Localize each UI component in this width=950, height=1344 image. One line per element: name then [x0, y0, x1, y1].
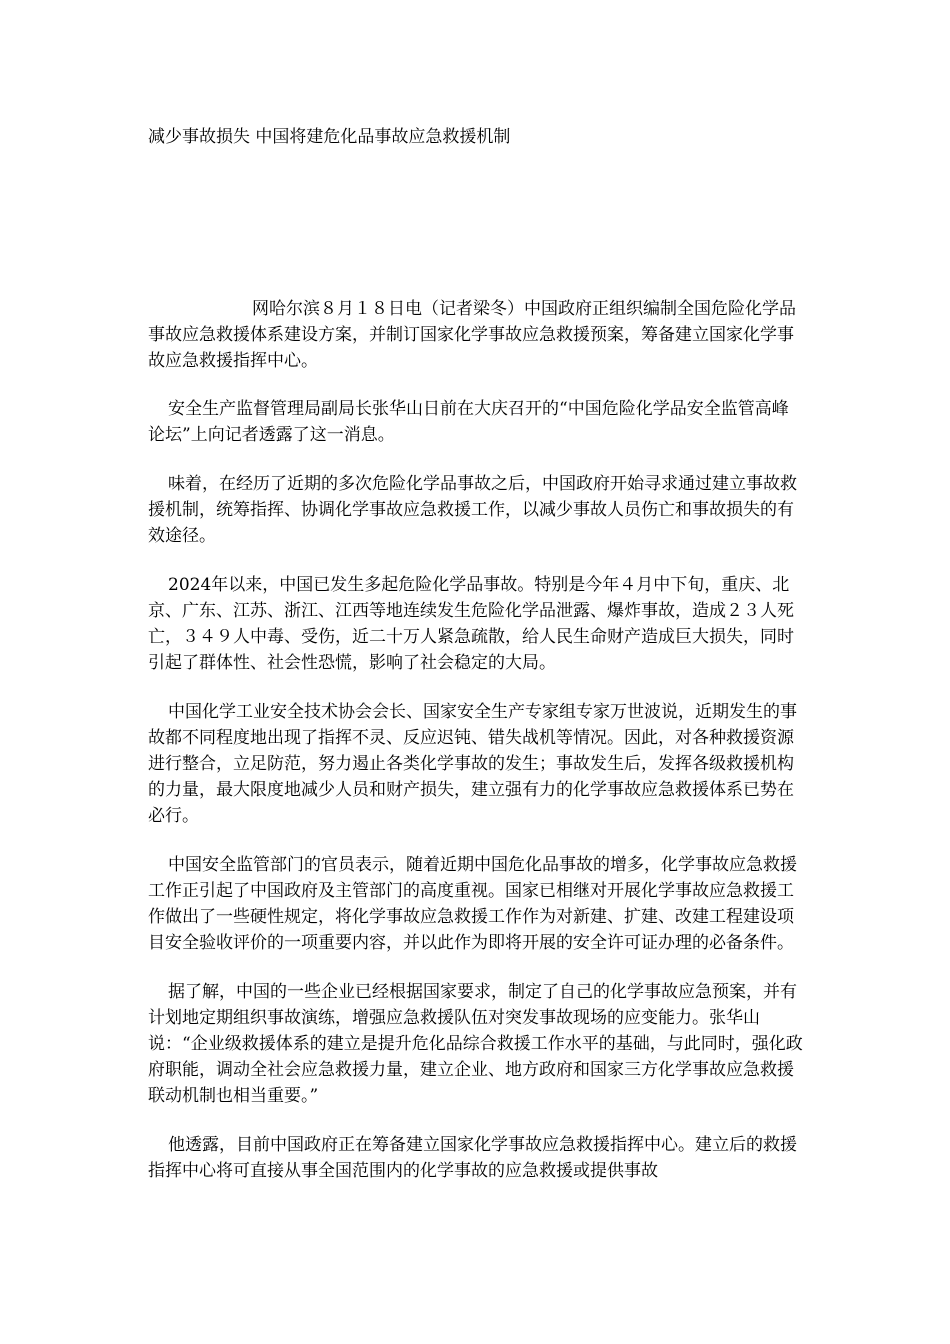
paragraph: 中国化学工业安全技术协会会长、国家安全生产专家组专家万世波说，近期发生的事故都不同程度地出现了指挥不灵、反应迟钝、错失战机等情况。因此，对各种救援资源进行整合，立足防范，努力遏止各类化学事故的发生；事故发生后，发挥各级救援机构的力量，最大限度地减少人员和财产损失，建立强有力的化学事故应急救援体系已势在必行。	[148, 702, 797, 826]
paragraph: 安全生产监督管理局副局长张华山日前在大庆召开的“中国危险化学品安全监管高峰论坛”上向记者透露了这一消息。	[148, 399, 789, 445]
paragraph: 据了解，中国的一些企业已经根据国家要求，制定了自己的化学事故应急预案，并有计划地定期组织事故演练，增强应急救援队伍对突发事故现场的应变能力。张华山说：“企业级救援体系的建立是提升危化品综合救援工作水平的基础，与此同时，强化政府职能，调动全社会应急救援力量，建立企业、地方政府和国家三方化学事故应急救援联动机制也相当重要。”	[148, 982, 803, 1106]
paragraph: 他透露，目前中国政府正在筹备建立国家化学事故应急救援指挥中心。建立后的救援指挥中心将可直接从事全国范围内的化学事故的应急救援或提供事故	[148, 1135, 797, 1181]
paragraph: 味着，在经历了近期的多次危险化学品事故之后，中国政府开始寻求通过建立事故救援机制，统筹指挥、协调化学事故应急救援工作，以减少事故人员伤亡和事故损失的有效途径。	[148, 474, 797, 546]
paragraph: 中国安全监管部门的官员表示，随着近期中国危化品事故的增多，化学事故应急救援工作正引起了中国政府及主管部门的高度重视。国家已相继对开展化学事故应急救援工作做出了一些硬性规定，将化学事故应急救援工作作为对新建、扩建、改建工程建设项目安全验收评价的一项重要内容，并以此作为即将开展的安全许可证办理的必备条件。	[148, 855, 797, 953]
paragraph-dateline: 网哈尔滨８月１８日电（记者梁冬）中国政府正组织编制全国危险化学品事故应急救援体系建设方案，并制订国家化学事故应急救援预案，筹备建立国家化学事故应急救援指挥中心。	[148, 299, 796, 371]
article-body	[148, 296, 804, 1207]
paragraph: 2024年以来，中国已发生多起危险化学品事故。特别是今年４月中下旬，重庆、北京、广东、江苏、浙江、江西等地连续发生危险化学品泄露、爆炸事故，造成２３人死亡，３４９人中毒、受伤，近二十万人紧急疏散，给人民生命财产造成巨大损失，同时引起了群体性、社会性恐慌，影响了社会稳定的大局。	[148, 575, 794, 673]
document-title: 减少事故损失 中国将建危化品事故应急救援机制	[148, 127, 511, 147]
